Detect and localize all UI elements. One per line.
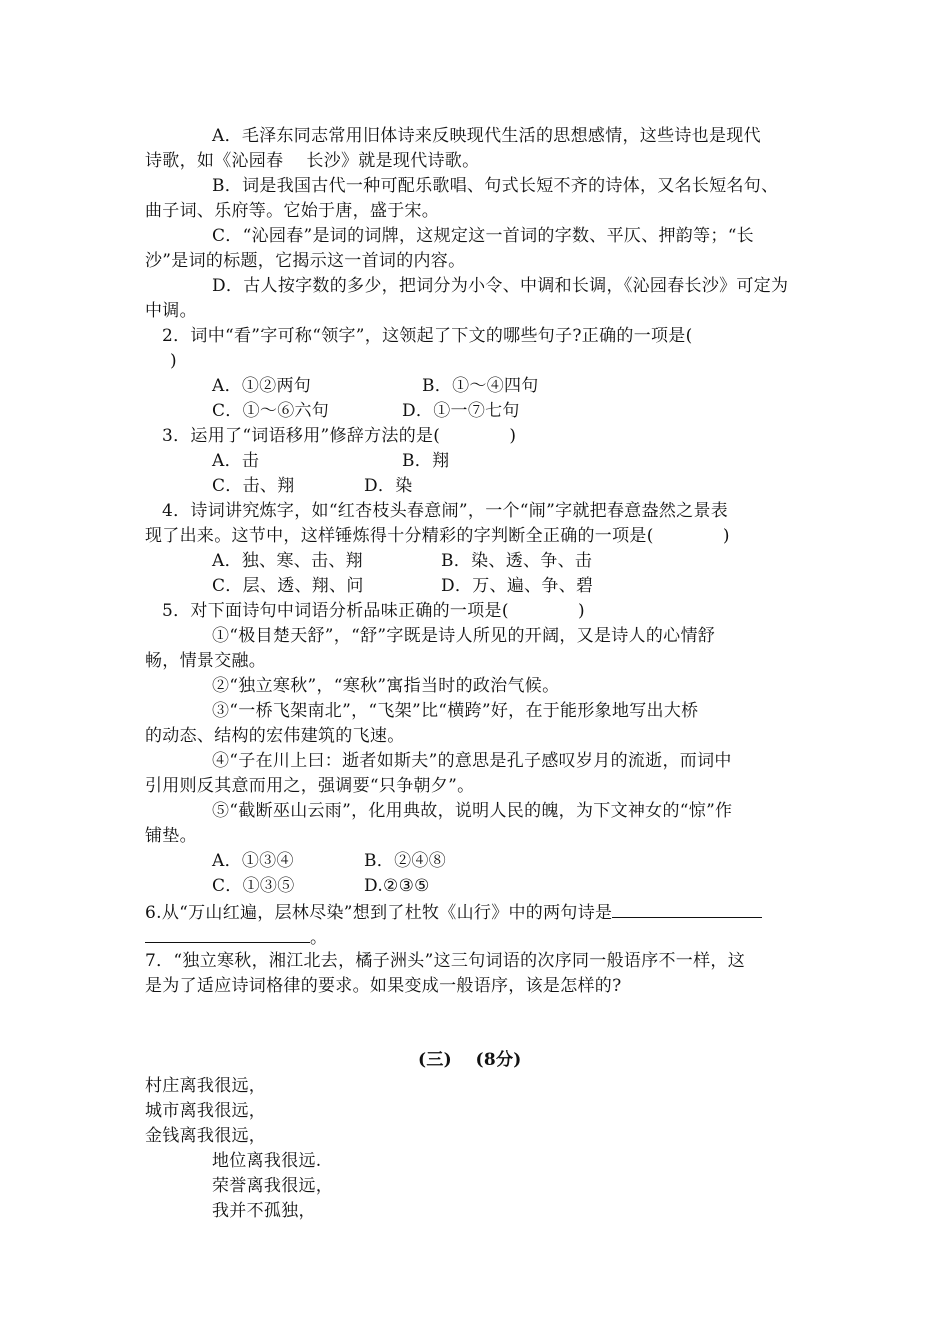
q5-item4-line1: ④“子在川上曰：逝者如斯夫”的意思是孔子感叹岁月的流逝，而词中 (212, 751, 732, 771)
q5-item3-line1: ③“一桥飞架南北”，“飞架”比“横跨”好，在于能形象地写出大桥 (212, 701, 699, 721)
q4-option-c: C．层、透、翔、问 (212, 576, 364, 596)
q6-stem (145, 899, 762, 926)
q1-option-a-line1: A．毛泽东同志常用旧体诗来反映现代生活的思想感情，这些诗也是现代 (212, 126, 761, 146)
q4-option-a: A．独、寒、击、翔 (212, 551, 363, 571)
poem-line: 金钱离我很远， (145, 1126, 267, 1146)
q6-answer-blank-2[interactable] (145, 924, 310, 943)
q4-option-d: D．万、遍、争、碧 (441, 576, 594, 596)
q2-option-c: C．①～⑥六句 (212, 401, 330, 421)
q5-option-a: A．①③④ (212, 851, 294, 871)
q2-option-b: B．①～④四句 (422, 376, 539, 396)
poem-line: 荣誉离我很远， (212, 1176, 334, 1196)
q6-stem-text: 6.从“万山红遍，层林尽染”想到了杜牧《山行》中的两句诗是 (145, 903, 613, 923)
q4-stem-line2: 现了出来。这节中，这样锤炼得十分精彩的字判断全正确的一项是( ) (145, 526, 730, 546)
q5-option-d: D.②③⑤ (364, 876, 430, 896)
q1-option-b-line1: B．词是我国古代一种可配乐歌唱、句式长短不齐的诗体，又名长短名句、 (212, 176, 779, 196)
q3-stem: 3．运用了“词语移用”修辞方法的是( ) (162, 426, 517, 446)
poem-line: 村庄离我很远， (145, 1076, 267, 1096)
poem-line: 地位离我很远. (212, 1151, 322, 1171)
q7-stem-line1: 7．“独立寒秋，湘江北去，橘子洲头”这三句词语的次序同一般语序不一样，这 (145, 951, 745, 971)
q3-option-d: D．染 (364, 476, 413, 496)
q5-item5-line1: ⑤“截断巫山云雨”，化用典故，说明人民的魄，为下文神女的“惊”作 (212, 801, 733, 821)
q6-end-mark: 。 (310, 928, 328, 948)
section-three-heading: (三) (8分) (418, 1050, 522, 1070)
q3-option-c: C．击、翔 (212, 476, 295, 496)
q1-option-c-line2: 沙”是词的标题，它揭示这一首词的内容。 (145, 251, 466, 271)
q3-option-b: B．翔 (402, 451, 450, 471)
q7-stem-line2: 是为了适应诗词格律的要求。如果变成一般语序，该是怎样的? (145, 976, 622, 996)
q2-option-a: A．①②两句 (212, 376, 312, 396)
q1-option-d-line1: D．古人按字数的多少，把词分为小令、中调和长调，《沁园春长沙》可定为 (212, 276, 789, 296)
q2-option-d: D．①一⑦七句 (402, 401, 520, 421)
q1-option-d-line2: 中调。 (145, 301, 197, 321)
q1-option-a-line2: 诗歌，如《沁园春 长沙》就是现代诗歌。 (145, 151, 480, 171)
q5-stem: 5．对下面诗句中词语分析品味正确的一项是( ) (162, 601, 585, 621)
q5-option-c: C．①③⑤ (212, 876, 295, 896)
q1-option-c-line1: C．“沁园春”是词的词牌，这规定这一首词的字数、平仄、押韵等；“长 (212, 226, 754, 246)
q5-item4-line2: 引用则反其意而用之，强调要“只争朝夕”。 (145, 776, 475, 796)
q3-option-a: A．击 (212, 451, 260, 471)
q6-stem-line2 (145, 924, 327, 951)
q5-item1-line2: 畅，情景交融。 (145, 651, 267, 671)
q4-stem-line1: 4．诗词讲究炼字，如“红杏枝头春意闹”，一个“闹”字就把春意盎然之景表 (162, 501, 729, 521)
q6-answer-blank-1[interactable] (612, 899, 762, 918)
q4-option-b: B．染、透、争、击 (441, 551, 593, 571)
q5-item2: ②“独立寒秋”，“寒秋”寓指当时的政治气候。 (212, 676, 560, 696)
q5-item1-line1: ①“极目楚天舒”，“舒”字既是诗人所见的开阔，又是诗人的心情舒 (212, 626, 716, 646)
q5-option-b: B．②④⑧ (364, 851, 446, 871)
q1-option-b-line2: 曲子词、乐府等。它始于唐，盛于宋。 (145, 201, 440, 221)
q2-stem-line2: ) (170, 351, 177, 371)
q5-item5-line2: 铺垫。 (145, 826, 197, 846)
q2-stem-line1: 2．词中“看”字可称“领字”，这领起了下文的哪些句子?正确的一项是( (162, 326, 693, 346)
poem-line: 城市离我很远， (145, 1101, 267, 1121)
q5-item3-line2: 的动态、结构的宏伟建筑的飞速。 (145, 726, 405, 746)
poem-line: 我并不孤独， (212, 1201, 316, 1221)
